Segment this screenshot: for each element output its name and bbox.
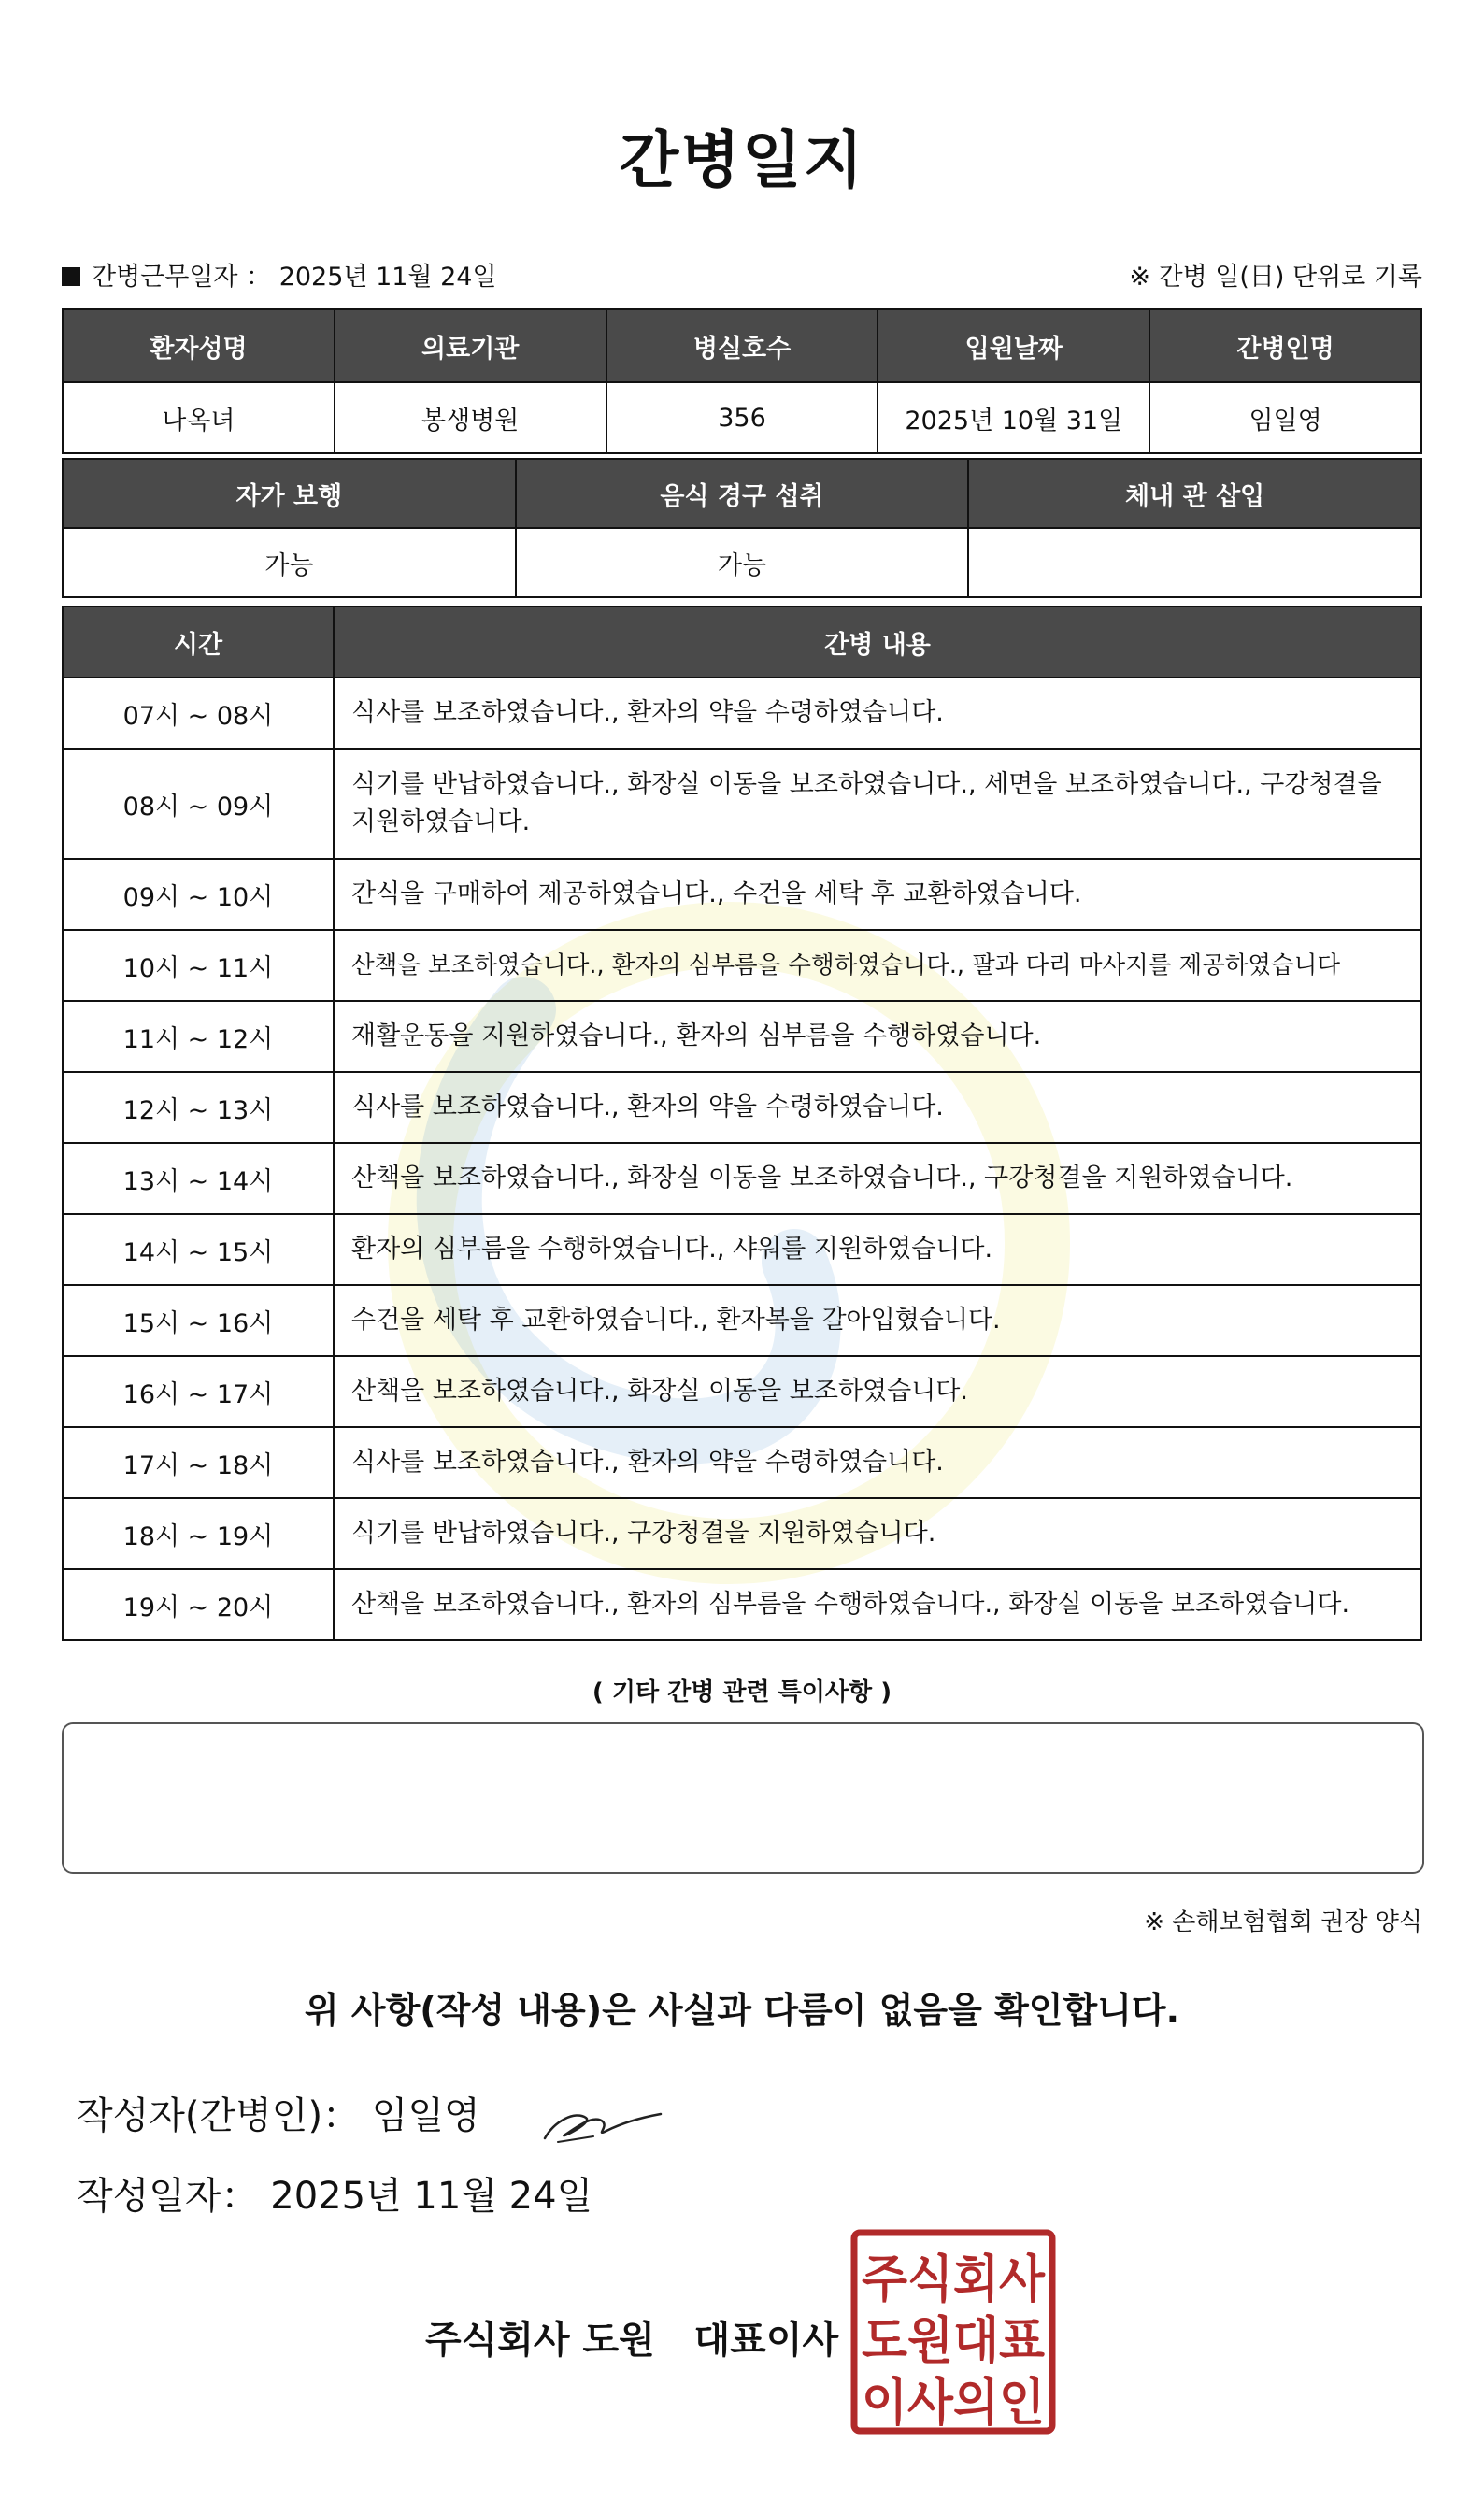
- header-admission-date: 입원날짜: [878, 309, 1149, 382]
- svg-text:주식회사: 주식회사: [862, 2250, 1046, 2308]
- header-tube-insertion: 체내 관 삽입: [968, 459, 1421, 528]
- patient-status-table: [62, 458, 1422, 598]
- care-date-value: 2025년 11월 24일: [278, 263, 497, 292]
- patient-name: 나옥녀: [63, 382, 335, 453]
- hospital-name: 봉생병원: [335, 382, 606, 453]
- patient-info-table: [62, 308, 1422, 454]
- row-time: 10시 ~ 11시: [63, 930, 334, 1001]
- writer-label: 작성자(간병인): [77, 2094, 323, 2137]
- oral-intake-value: 가능: [516, 528, 969, 597]
- header-self-walking: 자가 보행: [63, 459, 516, 528]
- row-time: 11시 ~ 12시: [63, 1001, 334, 1072]
- header-room: 병실호수: [606, 309, 878, 382]
- row-time: 08시 ~ 09시: [63, 749, 334, 859]
- row-time: 18시 ~ 19시: [63, 1498, 334, 1569]
- svg-text:도원대표: 도원대표: [862, 2311, 1045, 2370]
- caregiver-name: 임일영: [1149, 382, 1421, 453]
- row-content: 간식을 구매하여 제공하였습니다., 수건을 세탁 후 교환하였습니다.: [334, 859, 1421, 930]
- writer-name: 임일영: [371, 2094, 480, 2137]
- record-note: ※ 간병 일(日) 단위로 기록: [1129, 263, 1422, 292]
- row-content: 식기를 반납하였습니다., 화장실 이동을 보조하였습니다., 세면을 보조하였습니다., 구강청결을 지원하였습니다.: [334, 749, 1421, 859]
- admission-date: 2025년 10월 31일: [878, 382, 1149, 453]
- table-row: [63, 1214, 1421, 1285]
- row-content: 식사를 보조하였습니다., 환자의 약을 수령하였습니다.: [334, 1427, 1421, 1498]
- table-row: [63, 1001, 1421, 1072]
- row-time: 17시 ~ 18시: [63, 1427, 334, 1498]
- special-notes-title: ( 기타 간병 관련 특이사항 ): [592, 1678, 892, 1707]
- svg-text:이사의인: 이사의인: [862, 2373, 1045, 2432]
- header-oral-intake: 음식 경구 섭취: [516, 459, 969, 528]
- tube-insertion-value: [968, 528, 1421, 597]
- row-time: 07시 ~ 08시: [63, 678, 334, 749]
- signature-image: [537, 2093, 668, 2150]
- confirmation-statement: 위 사항(작성 내용)은 사실과 다름이 없음을 확인합니다.: [304, 1990, 1180, 2031]
- care-log-table: [62, 606, 1422, 1641]
- row-content: 식사를 보조하였습니다., 환자의 약을 수령하였습니다.: [334, 678, 1421, 749]
- special-notes-box[interactable]: [62, 1722, 1424, 1874]
- row-time: 13시 ~ 14시: [63, 1143, 334, 1214]
- row-content: 환자의 심부름을 수행하였습니다., 샤워를 지원하였습니다.: [334, 1214, 1421, 1285]
- header-care-content: 간병 내용: [334, 607, 1421, 678]
- table-row: [63, 678, 1421, 749]
- header-hospital: 의료기관: [335, 309, 606, 382]
- page-title: 간병일지: [619, 124, 865, 196]
- writer-line: 작성자(간병인)： 임일영: [77, 2094, 480, 2137]
- header-caregiver: 간병인명: [1149, 309, 1421, 382]
- table-row: [63, 859, 1421, 930]
- table-row: [63, 1143, 1421, 1214]
- row-time: 12시 ~ 13시: [63, 1072, 334, 1143]
- square-bullet-icon: [62, 267, 80, 286]
- company-signature-line: 주식회사 도원 대표이사: [425, 2319, 839, 2362]
- row-time: 15시 ~ 16시: [63, 1285, 334, 1356]
- row-time: 14시 ~ 15시: [63, 1214, 334, 1285]
- row-time: 09시 ~ 10시: [63, 859, 334, 930]
- table-row: [63, 1285, 1421, 1356]
- care-date-line: 간병근무일자 ： 2025년 11월 24일: [62, 256, 497, 293]
- row-content: 식사를 보조하였습니다., 환자의 약을 수령하였습니다.: [334, 1072, 1421, 1143]
- room-number: 356: [606, 382, 878, 453]
- table-row: [63, 1498, 1421, 1569]
- row-content: 식기를 반납하였습니다., 구강청결을 지원하였습니다.: [334, 1498, 1421, 1569]
- table-row: [63, 749, 1421, 859]
- table-row: [63, 930, 1421, 1001]
- company-seal-stamp: [850, 2229, 1056, 2435]
- row-content: 산책을 보조하였습니다., 환자의 심부름을 수행하였습니다., 화장실 이동을 보조하였습니다.: [334, 1569, 1421, 1640]
- written-date-value: 2025년 11월 24일: [270, 2175, 593, 2218]
- row-time: 16시 ~ 17시: [63, 1356, 334, 1427]
- row-time: 19시 ~ 20시: [63, 1569, 334, 1640]
- row-content: 재활운동을 지원하였습니다., 환자의 심부름을 수행하였습니다.: [334, 1001, 1421, 1072]
- table-row: [63, 1356, 1421, 1427]
- row-content: 산책을 보조하였습니다., 화장실 이동을 보조하였습니다., 구강청결을 지원하였습니다.: [334, 1143, 1421, 1214]
- table-row: [63, 1569, 1421, 1640]
- written-date-line: 작성일자： 2025년 11월 24일: [77, 2175, 593, 2218]
- table-row: [63, 1427, 1421, 1498]
- table-row: [63, 1072, 1421, 1143]
- written-date-label: 작성일자: [77, 2175, 221, 2218]
- row-content: 산책을 보조하였습니다., 화장실 이동을 보조하였습니다.: [334, 1356, 1421, 1427]
- header-patient-name: 환자성명: [63, 309, 335, 382]
- row-content: 산책을 보조하였습니다., 환자의 심부름을 수행하였습니다., 팔과 다리 마사지를 제공하였습니다: [334, 930, 1421, 1001]
- form-source-note: ※ 손해보험협회 권장 양식: [1144, 1908, 1422, 1936]
- row-content: 수건을 세탁 후 교환하였습니다., 환자복을 갈아입혔습니다.: [334, 1285, 1421, 1356]
- self-walking-value: 가능: [63, 528, 516, 597]
- header-time: 시간: [63, 607, 334, 678]
